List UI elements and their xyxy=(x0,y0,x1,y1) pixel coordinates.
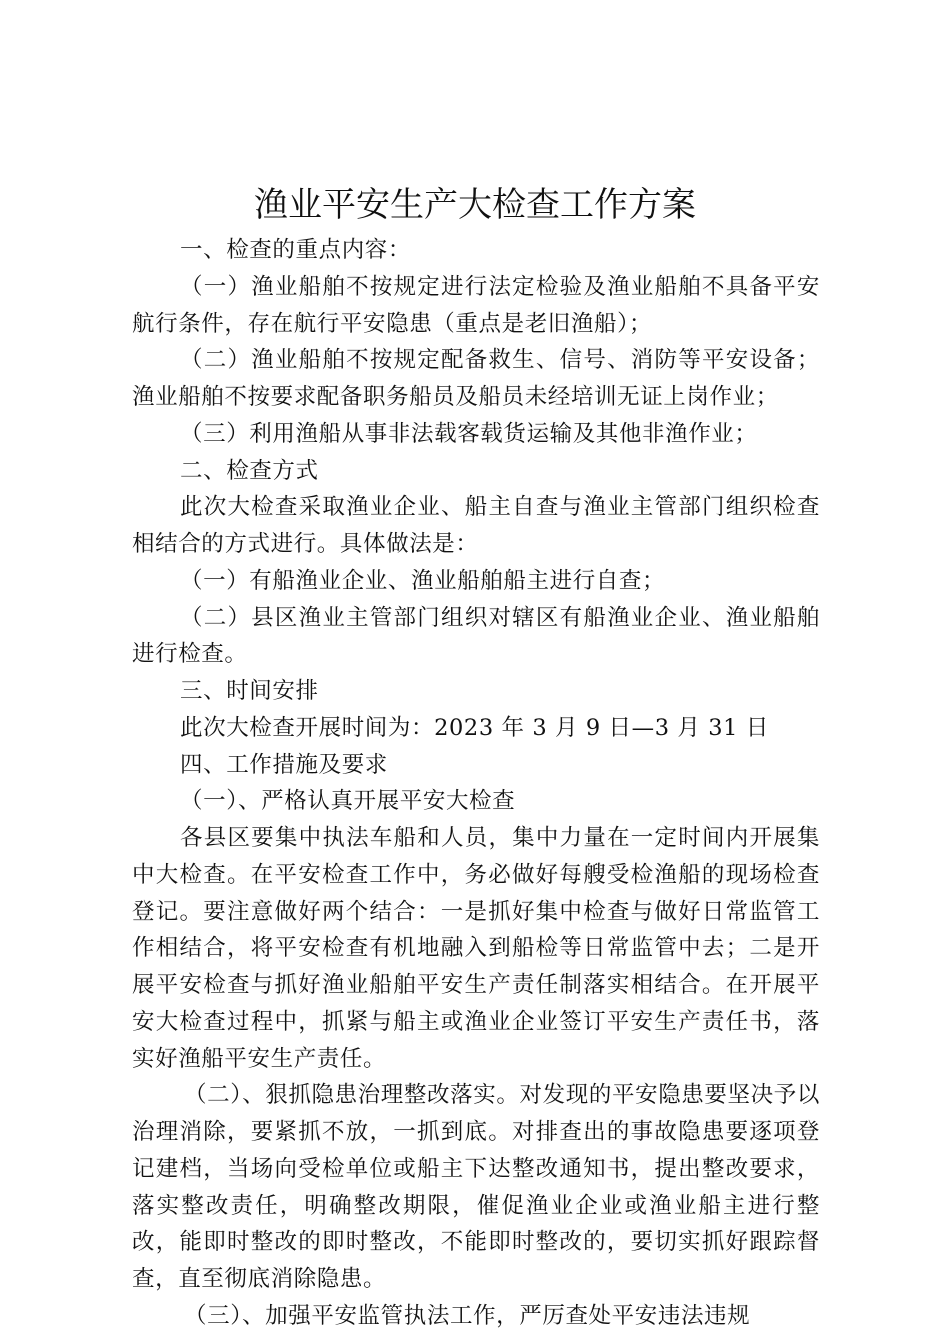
measure-heading-1: （一）、严格认真开展平安大检查 xyxy=(180,788,516,815)
focus-item-3: （三）利用渔船从事非法载客载货运输及其他非渔作业； xyxy=(180,420,758,447)
measure-paragraph-3: （三）、加强平安监管执法工作，严厉查处平安违法违规 xyxy=(184,1302,751,1329)
section-heading-inspection-focus: 一、检查的重点内容： xyxy=(180,237,412,263)
section-heading-measures: 四、工作措施及要求 xyxy=(180,751,388,778)
method-item-2: （二）县区渔业主管部门组织对辖区有船渔业企业、渔业船舶进行检查。 xyxy=(132,604,820,668)
measure-paragraph-2: （二）、狠抓隐患治理整改落实。对发现的平安隐患要坚决予以治理消除，要紧抓不放，一抓到底。对排查出的事故隐患要逐项登记建档，当场向受检单位或船主下达整改通知书，提出整改要求，落实整改责任，明确整改期限，催促渔业企业或渔业船主进行整改，能即时整改的即时整改，不能即时整改的，要切实抓好跟踪督查，直至彻底消除隐患。 xyxy=(132,1082,820,1292)
schedule-paragraph: 此次大检查开展时间为：2023 年 3 月 9 日—3 月 31 日 xyxy=(180,714,769,741)
method-paragraph: 此次大检查采取渔业企业、船主自查与渔业主管部门组织检查相结合的方式进行。具体做法是： xyxy=(132,494,820,557)
focus-item-1: （一）渔业船舶不按规定进行法定检验及渔业船舶不具备平安航行条件，存在航行平安隐患（重点是老旧渔船）； xyxy=(132,273,820,337)
document-body xyxy=(132,232,820,1335)
section-heading-inspection-method: 二、检查方式 xyxy=(180,457,319,484)
document-title: 渔业平安生产大检查工作方案 xyxy=(254,185,696,225)
focus-item-2: （二）渔业船舶不按规定配备救生、信号、消防等平安设备；渔业船舶不按要求配备职务船员及船员未经培训无证上岗作业； xyxy=(132,347,820,410)
section-heading-schedule: 三、时间安排 xyxy=(180,678,319,704)
method-item-1: （一）有船渔业企业、渔业船舶船主进行自查； xyxy=(180,567,666,594)
measure-paragraph-1: 各县区要集中执法车船和人员，集中力量在一定时间内开展集中大检查。在平安检查工作中，务必做好每艘受检渔船的现场检查登记。要注意做好两个结合：一是抓好集中检查与做好日常监管工作相结合，将平安检查有机地融入到船检等日常监管中去；二是开展平安检查与抓好渔业船舶平安生产责任制落实相结合。在开展平安大检查过程中，抓紧与船主或渔业企业签订平安生产责任书，落实好渔船平安生产责任。 xyxy=(132,825,820,1072)
